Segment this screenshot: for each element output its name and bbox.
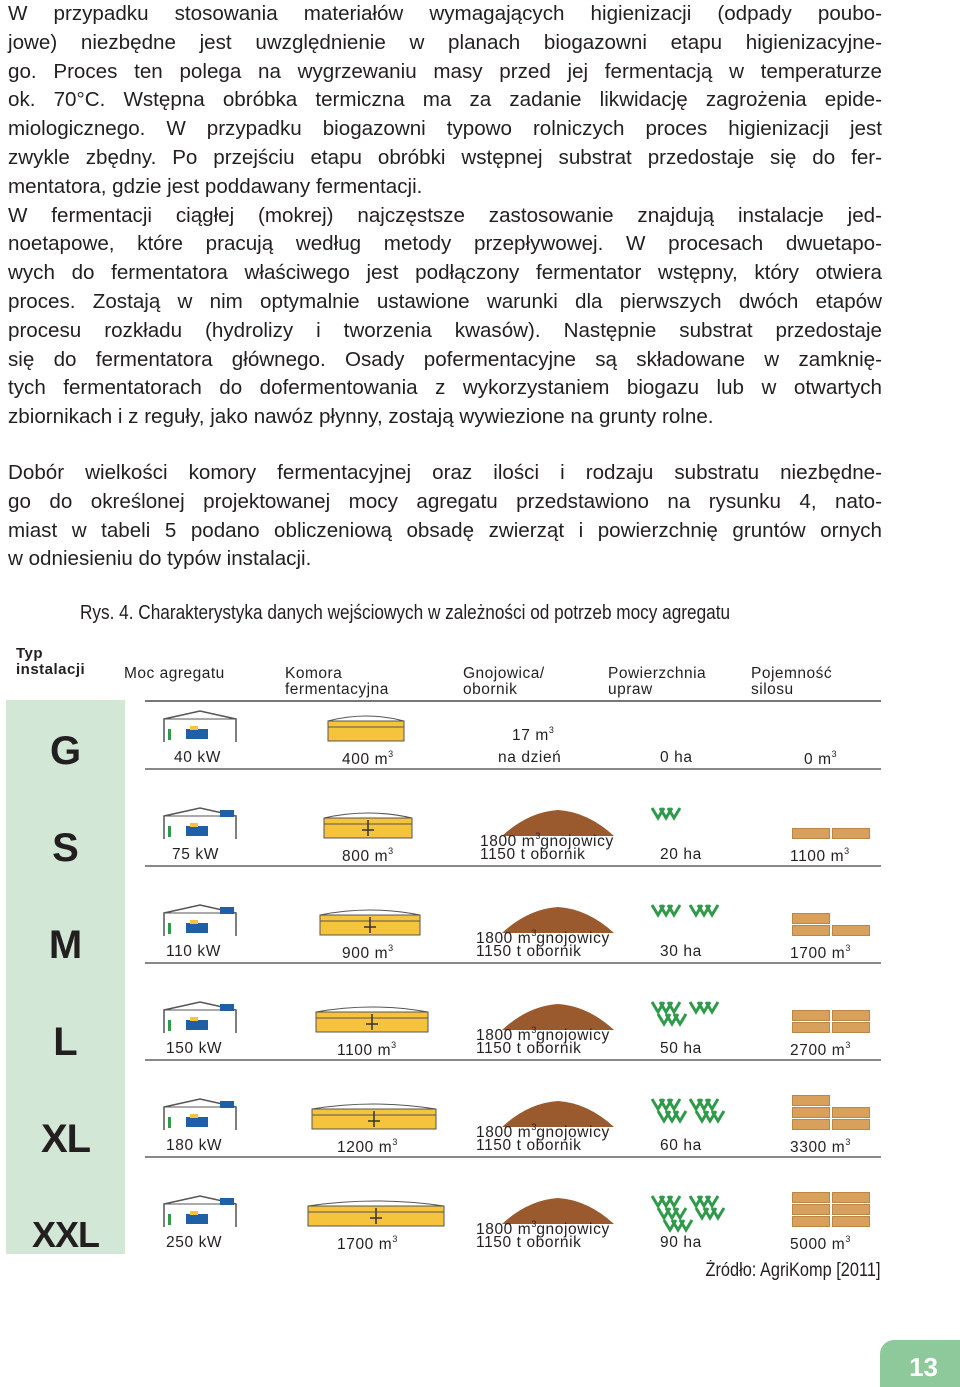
install-type-label: G [49,729,82,773]
text-line: go. Proces ten polega na wygrzewaniu masy przed jej fermentacją w temperaturze [8,59,882,83]
crop-field-icon [694,1107,728,1125]
silage-value [790,1234,850,1254]
install-type-label: XL [40,1117,91,1161]
unit-superscript: 3 [388,943,394,953]
unit-superscript: 3 [531,1219,537,1229]
text-line: mentatora, gdzie jest poddawany fermentacji. [8,174,423,198]
silage-block-icon [792,1095,830,1106]
cell-text: 1100 m [337,1042,392,1059]
cell-text: na dzień [498,749,562,766]
silage-block-icon [792,1022,830,1033]
text-line: zwykle zbędny. Po przejściu etapu obróbki wstępnej substrat przedostaje się do fer- [8,145,882,169]
cell-text: 1150 t obornik [476,1040,582,1057]
header-rule [145,700,881,702]
silage-value [790,1040,850,1060]
page-number: 13 [880,1340,960,1387]
cell-text: 1150 t obornik [476,1234,582,1251]
unit-superscript: 3 [388,846,394,856]
install-type-label: M [48,923,83,967]
cell-text: 0 m [804,751,832,768]
unit-superscript: 3 [531,1122,537,1132]
cell-text: 20 ha [660,846,702,863]
cell-text: 180 kW [166,1137,223,1154]
silage-block-icon [792,1010,830,1021]
text-line: miast w tabeli 5 podano obliczeniową obsadę zwierząt i powierzchnię gruntów ornych [8,518,882,542]
chamber-value [337,1234,397,1254]
silage-block-icon [832,925,870,936]
header-manure-line2: obornik [463,681,518,698]
text-line: jowe) niezbędne jest uwzględnienie w planach biogazowni etapu higienizacyjne- [8,30,882,54]
cell-text: 1800 m [480,833,536,850]
text-line: wych do fermentatora właściwego jest podłączony fermentator wstępny, który otwiera [8,261,882,285]
silage-block-icon [832,1119,870,1130]
install-type-label: S [52,826,79,870]
unit-superscript: 3 [845,1040,851,1050]
silage-value [790,1137,850,1157]
area-value [660,846,702,864]
area-value [660,943,702,961]
cell-text: 60 ha [660,1137,702,1154]
engine-house-icon [160,1097,240,1131]
cell-text: 800 m [342,848,389,865]
fermentation-tank-icon [310,1101,438,1131]
header-manure [463,666,545,698]
text-line: noetapowe, które pracują według metody przepływowej. W procesach dwuetapo- [8,232,882,256]
cell-text: 1150 t obornik [476,943,582,960]
cell-text: 1100 m [790,848,845,865]
paragraph-hygienization [8,0,882,432]
power-value [166,1234,222,1252]
text-line: go do określonej projektowanej mocy agregatu przedstawiono na rysunku 4, nato- [8,489,882,513]
cell-text: 400 m [342,751,389,768]
header-power: Moc agregatu [124,665,225,682]
header-silage [751,666,832,698]
unit-superscript: 3 [392,1234,398,1244]
cell-text: 50 ha [660,1040,702,1057]
header-area-line2: upraw [608,681,653,698]
install-type-label: XXL [31,1214,99,1255]
silage-block-icon [792,1119,830,1130]
chamber-value [337,1137,397,1157]
text-line: Dobór wielkości komory fermentacyjnej oraz ilości i rodzaju substratu niezbędne- [8,461,882,484]
text-line: tych fermentatorach do dofermentowania z wykorzystaniem biogazu lub w otwartych [8,376,882,400]
header-chamber-line1: Komora [285,665,343,682]
unit-superscript: 3 [391,1040,397,1050]
cell-text: 900 m [342,945,389,962]
text-line: procesu rozkładu (hydrolizy i tworzenia kwasów). Następnie substrat przedostaje [8,318,882,342]
silage-value [790,846,849,866]
cell-text: 1200 m [337,1139,393,1156]
header-area-line1: Powierzchnia [608,665,707,682]
cell-text: 40 kW [174,749,221,766]
text-line: się do fermentatora głównego. Osady pofermentacyjne są składowane w zamknię- [8,347,882,371]
cell-text: 5000 m [790,1236,846,1253]
cell-text: gnojowicy [536,1124,610,1141]
header-area [608,666,706,698]
cell-text: 0 ha [660,749,693,766]
header-silage-line1: Pojemność [751,665,833,682]
row-rule [145,962,881,964]
manure-value-line2 [476,943,582,961]
silage-block-icon [832,1216,870,1227]
crop-field-icon [656,1107,690,1125]
crop-field-icon [688,998,722,1016]
crop-field-icon [656,1010,690,1028]
chamber-value [342,846,393,866]
power-value [174,749,221,767]
area-value [660,1234,702,1252]
engine-house-icon [160,806,240,840]
engine-house-icon [160,1000,240,1034]
cell-text: 110 kW [166,943,221,960]
cell-text: 2700 m [790,1042,846,1059]
manure-value-line2 [476,1137,582,1155]
row-rule [145,1059,881,1061]
manure-value-line2 [476,1040,582,1058]
unit-superscript: 3 [531,1025,537,1035]
fermentation-tank-icon [314,1004,430,1034]
silage-block-icon [792,1216,830,1227]
cell-text: 1700 m [790,945,846,962]
cell-text: 1800 m [476,1124,532,1141]
silage-block-icon [832,1010,870,1021]
text-line: miologicznego. W przypadku biogazowni typowo rolniczych proces higienizacji jest [8,117,882,141]
crop-field-icon [694,1204,728,1222]
fermentation-tank-icon [306,1198,446,1228]
engine-house-icon [160,709,240,743]
text-line: W fermentacji ciągłej (mokrej) najczęstsze zastosowanie znajdują instalacje jed- [8,203,882,227]
manure-value-line1 [512,725,554,745]
chamber-value [342,749,393,769]
cell-text: gnojowicy [536,1027,610,1044]
text-line: W przypadku stosowania materiałów wymagających higienizacji (odpady poubo- [8,2,882,25]
install-type-label: L [53,1020,78,1064]
crop-field-icon [662,1216,696,1234]
power-value [166,1040,222,1058]
area-value [660,749,693,767]
text-line: zbiornikach i z reguły, jako nawóz płynny, zostają wywiezione na grunty rolne. [8,405,714,429]
chamber-value [342,943,393,963]
silage-block-icon [792,925,830,936]
area-value [660,1137,702,1155]
fermentation-tank-icon [322,810,414,840]
power-value [172,846,219,864]
cell-text: gnojowicy [536,930,610,947]
cell-text: 75 kW [172,846,219,863]
chamber-value [337,1040,396,1060]
figure-caption: Rys. 4. Charakterystyka danych wejściowych w zależności od potrzeb mocy agregatu [80,602,731,624]
cell-text: 1150 t obornik [476,1137,582,1154]
cell-text: 30 ha [660,943,702,960]
unit-superscript: 3 [845,1234,851,1244]
paragraph-chamber-selection [8,459,882,574]
fermentation-tank-icon [318,907,422,937]
cell-text: 1150 t obornik [480,846,586,863]
manure-value-line2 [480,846,586,864]
cell-text: 1700 m [337,1236,393,1253]
header-type-line2: instalacji [16,661,86,678]
header-type-line1: Typ [16,645,44,662]
silage-block-icon [832,1107,870,1118]
crop-field-icon [688,901,722,919]
silage-block-icon [792,1107,830,1118]
cell-text: 1800 m [476,1027,532,1044]
header-install-type [16,646,85,678]
engine-house-icon [160,1194,240,1228]
engine-house-icon [160,903,240,937]
silage-block-icon [832,1192,870,1203]
cell-text: gnojowicy [536,1221,610,1238]
unit-superscript: 3 [844,846,850,856]
unit-superscript: 3 [392,1137,398,1147]
cell-text: 3300 m [790,1139,846,1156]
silage-block-icon [832,1204,870,1215]
crop-field-icon [650,901,684,919]
silage-value [804,749,837,769]
install-type-sidebar [6,700,125,1254]
unit-superscript: 3 [845,1137,851,1147]
figure-input-data [0,640,960,1260]
row-rule [145,768,881,770]
cell-text: 150 kW [166,1040,223,1057]
silage-block-icon [792,1204,830,1215]
unit-superscript: 3 [535,831,541,841]
cell-text: 90 ha [660,1234,702,1251]
power-value [166,1137,222,1155]
text-line: proces. Zostają w nim optymalnie ustawione warunki dla pierwszych dwóch etapów [8,289,882,313]
fermentation-tank-icon [326,713,406,743]
manure-value-line2 [498,749,561,767]
silage-block-icon [792,1192,830,1203]
row-rule [145,1156,881,1158]
power-value [166,943,221,961]
manure-value-line2 [476,1234,582,1252]
cell-text: 1800 m [476,930,532,947]
cell-text: gnojowicy [540,833,614,850]
text-line: w odniesieniu do typów instalacji. [8,547,312,571]
row-rule [145,865,881,867]
figure-source: Źródło: AgriKomp [2011] [705,1260,880,1281]
silage-block-icon [792,828,830,839]
unit-superscript: 3 [548,725,554,735]
cell-text: 250 kW [166,1234,223,1251]
unit-superscript: 3 [388,749,394,759]
header-chamber-line2: fermentacyjna [285,681,389,698]
unit-superscript: 3 [531,928,537,938]
cell-text: 17 m [512,727,549,744]
header-manure-line1: Gnojowica/ [463,665,545,682]
silage-block-icon [792,913,830,924]
silage-block-icon [832,1022,870,1033]
silage-value [790,943,850,963]
header-chamber [285,666,389,698]
header-silage-line2: silosu [751,681,794,698]
crop-field-icon [650,804,684,822]
text-line: ok. 70°C. Wstępna obróbka termiczna ma za zadanie likwidację zagrożenia epide- [8,88,882,112]
unit-superscript: 3 [845,943,851,953]
silage-block-icon [832,828,870,839]
cell-text: 1800 m [476,1221,532,1238]
unit-superscript: 3 [831,749,837,759]
area-value [660,1040,702,1058]
